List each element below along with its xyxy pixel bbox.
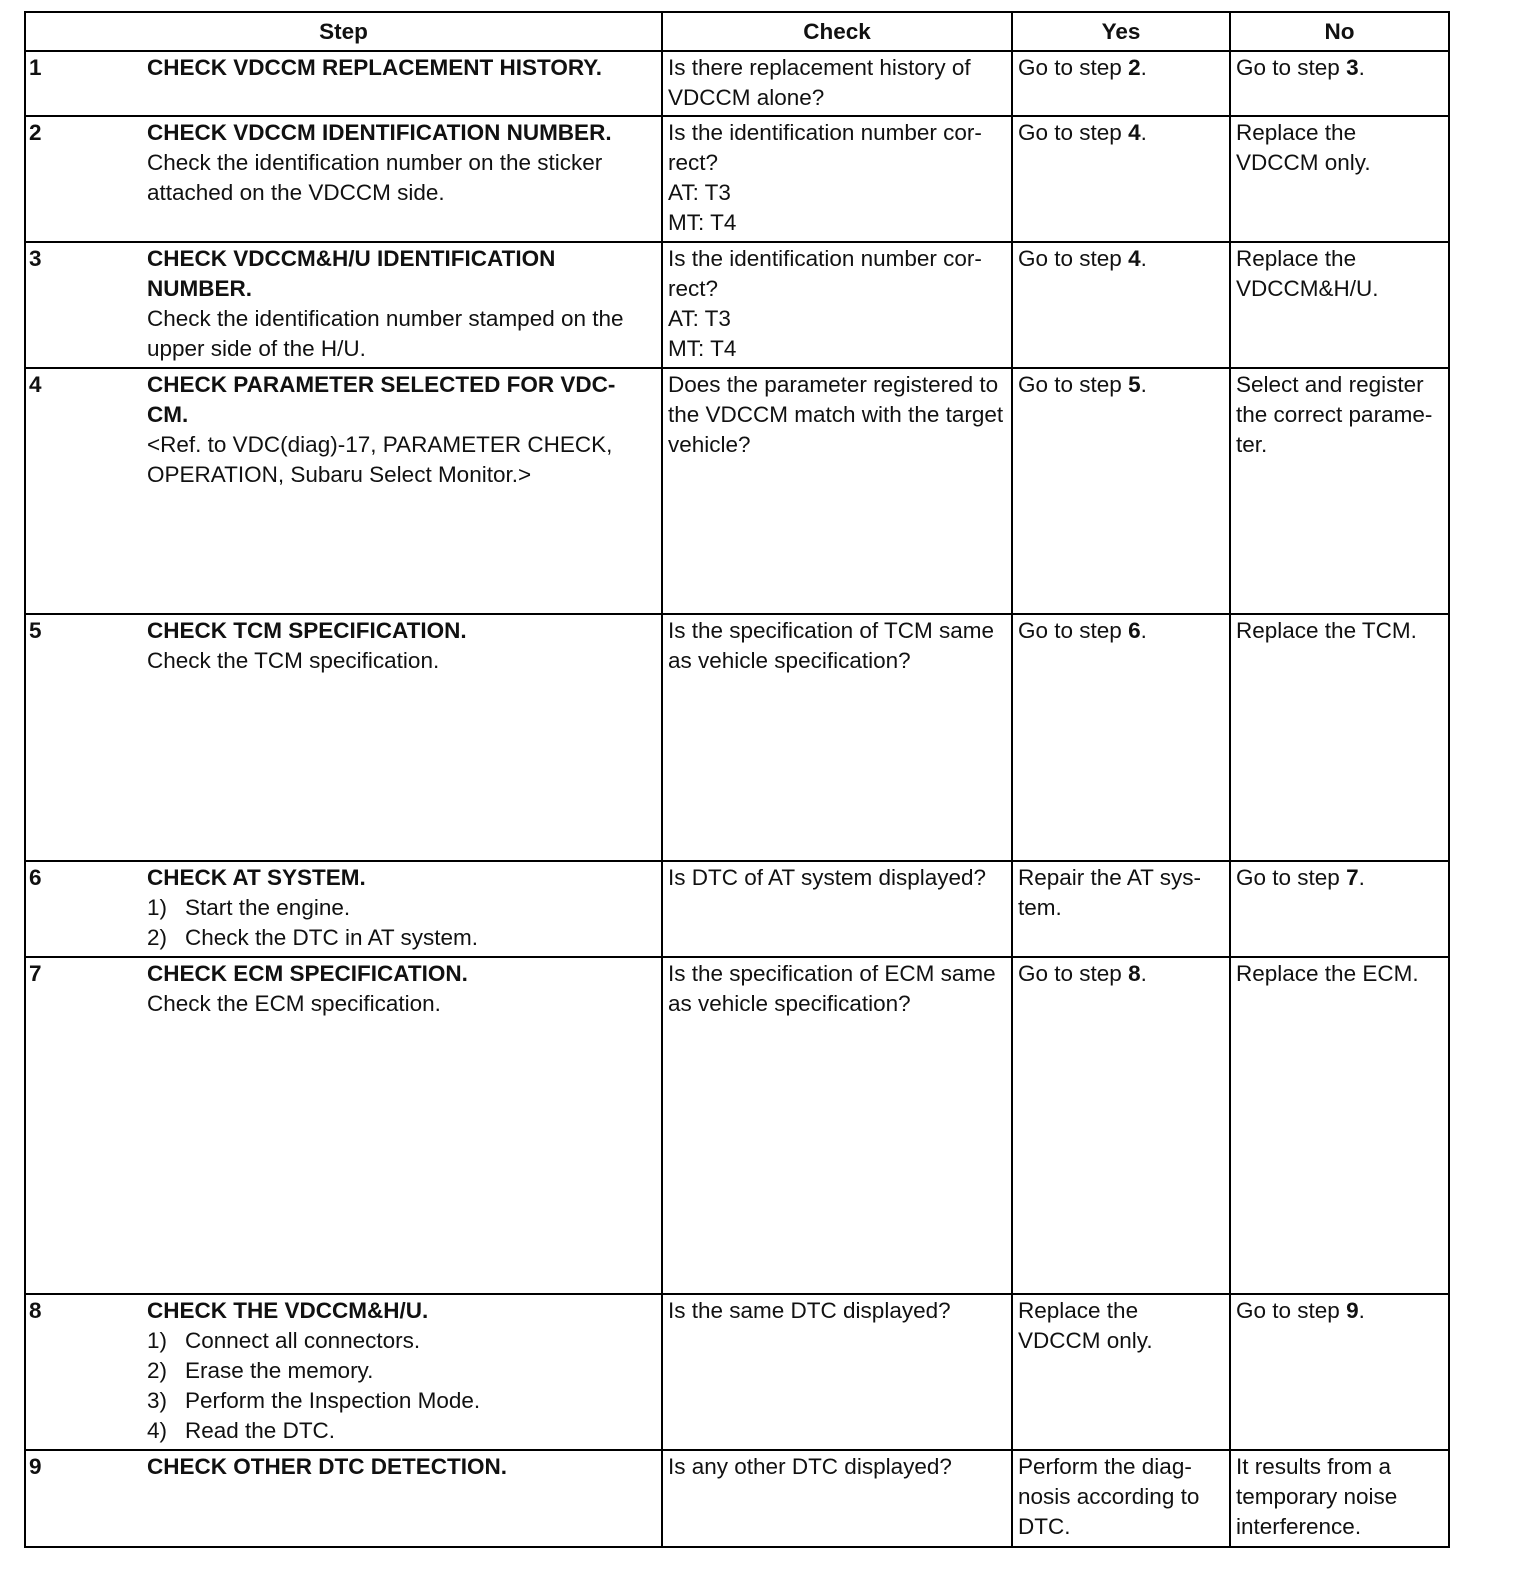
no-cell [1230,1450,1449,1547]
yes-step-reference: 2 [1128,55,1141,80]
step-instruction: Check the identification number on the sticker attached on the VDCCM side. [147,150,603,205]
no-action-text: Replace the ECM. [1236,961,1419,986]
check-text: Is there replacement history of VDCCM alone? [668,55,971,110]
diagnostic-procedure-table [24,11,1450,1548]
yes-action-text: Go to step [1018,961,1129,986]
yes-action-text: Repair the AT sys-tem. [1018,865,1201,920]
step-number: 3 [29,246,42,271]
table-row [25,1294,1449,1450]
check-cell [662,242,1012,368]
yes-step-reference: 4 [1128,120,1141,145]
yes-cell [1012,116,1230,242]
yes-action-suffix: . [1140,961,1147,986]
check-text: Is the specification of TCM same as vehicle specification? [668,618,994,673]
no-step-reference: 9 [1346,1298,1359,1323]
step-cell [25,1294,662,1450]
no-cell [1230,51,1449,116]
step-number: 8 [29,1298,42,1323]
check-cell [662,1450,1012,1547]
no-action-suffix: . [1358,865,1365,890]
header-no: No [1230,12,1449,51]
check-cell [662,614,1012,861]
table-row [25,51,1449,116]
no-cell [1230,242,1449,368]
check-text: Is the identification number cor-rect? [668,246,982,301]
substep-text: Read the DTC. [185,1418,336,1443]
no-cell [1230,614,1449,861]
yes-action-text: Replace the VDCCM only. [1018,1298,1153,1353]
substep-text: Start the engine. [185,895,351,920]
substep-number: 4) [147,1418,168,1443]
substep-number: 1) [147,1328,168,1353]
yes-step-reference: 8 [1128,961,1141,986]
yes-cell [1012,1450,1230,1547]
yes-cell [1012,1294,1230,1450]
check-text: Is DTC of AT system displayed? [668,865,987,890]
no-cell [1230,1294,1449,1450]
no-action-text: Go to step [1236,865,1347,890]
table-row [25,116,1449,242]
yes-action-suffix: . [1140,55,1147,80]
no-action-text: Replace the VDCCM only. [1236,120,1371,175]
header-step: Step [25,12,662,51]
header-yes: Yes [1012,12,1230,51]
table-header-row [25,12,1449,51]
step-number: 1 [29,55,42,80]
check-text: MT: T4 [668,210,737,235]
check-cell [662,957,1012,1294]
yes-cell [1012,51,1230,116]
step-number: 2 [29,120,42,145]
step-substep [147,1356,656,1386]
yes-step-reference: 6 [1128,618,1141,643]
check-text: Is the same DTC displayed? [668,1298,951,1323]
step-cell [25,242,662,368]
step-cell [25,861,662,957]
check-cell [662,368,1012,614]
step-title: CHECK VDCCM REPLACEMENT HISTORY. [147,55,603,80]
step-instruction: Check the ECM specification. [147,991,441,1016]
substep-text: Perform the Inspection Mode. [185,1388,481,1413]
step-cell [25,116,662,242]
yes-action-text: Perform the diag-nosis according to DTC. [1018,1454,1200,1539]
step-number: 9 [29,1454,42,1479]
step-number: 5 [29,618,42,643]
yes-action-text: Go to step [1018,372,1129,397]
step-cell [25,614,662,861]
yes-action-text: Go to step [1018,618,1129,643]
yes-action-suffix: . [1140,372,1147,397]
substep-number: 2) [147,925,168,950]
check-cell [662,51,1012,116]
no-cell [1230,116,1449,242]
step-number: 7 [29,961,42,986]
table-row [25,1450,1449,1547]
no-cell [1230,368,1449,614]
step-substep [147,1416,656,1446]
yes-cell [1012,957,1230,1294]
substep-text: Connect all connectors. [185,1328,421,1353]
check-text: MT: T4 [668,336,737,361]
step-substep [147,923,656,953]
substep-text: Check the DTC in AT system. [185,925,479,950]
step-cell [25,51,662,116]
yes-cell [1012,614,1230,861]
check-text: Does the parameter registered to the VDCCM match with the target vehicle? [668,372,1004,457]
check-text: AT: T3 [668,306,731,331]
step-number: 4 [29,372,42,397]
step-title: CHECK VDCCM&H/U IDENTIFICATION NUMBER. [147,246,556,301]
yes-action-suffix: . [1140,618,1147,643]
step-instruction: Check the TCM specification. [147,648,440,673]
table-row [25,614,1449,861]
yes-cell [1012,861,1230,957]
step-title: CHECK PARAMETER SELECTED FOR VDC-CM. [147,372,616,427]
check-cell [662,1294,1012,1450]
no-step-reference: 7 [1346,865,1359,890]
table-row [25,368,1449,614]
no-step-reference: 3 [1346,55,1359,80]
no-action-text: Select and register the correct parame-ter. [1236,372,1433,457]
step-title: CHECK OTHER DTC DETECTION. [147,1454,507,1479]
yes-action-suffix: . [1140,246,1147,271]
check-text: AT: T3 [668,180,731,205]
yes-action-text: Go to step [1018,55,1129,80]
step-title: CHECK THE VDCCM&H/U. [147,1298,429,1323]
no-action-suffix: . [1358,55,1365,80]
table-row [25,242,1449,368]
step-cell [25,1450,662,1547]
yes-action-text: Go to step [1018,246,1129,271]
yes-cell [1012,368,1230,614]
yes-action-suffix: . [1140,120,1147,145]
check-text: Is the identification number cor-rect? [668,120,982,175]
check-text: Is the specification of ECM same as vehicle specification? [668,961,996,1016]
step-title: CHECK TCM SPECIFICATION. [147,618,467,643]
step-instruction: <Ref. to VDC(diag)-17, PARAMETER CHECK, OPERATION, Subaru Select Monitor.> [147,432,613,487]
yes-step-reference: 5 [1128,372,1141,397]
no-action-text: Go to step [1236,1298,1347,1323]
check-text: Is any other DTC displayed? [668,1454,952,1479]
substep-number: 1) [147,895,168,920]
step-cell [25,368,662,614]
table-row [25,861,1449,957]
no-action-text: It results from a temporary noise interference. [1236,1454,1398,1539]
step-number: 6 [29,865,42,890]
step-substep [147,893,656,923]
step-cell [25,957,662,1294]
no-action-suffix: . [1358,1298,1365,1323]
yes-cell [1012,242,1230,368]
check-cell [662,116,1012,242]
no-action-text: Replace the VDCCM&H/U. [1236,246,1379,301]
step-title: CHECK ECM SPECIFICATION. [147,961,468,986]
step-substep [147,1386,656,1416]
no-cell [1230,957,1449,1294]
no-cell [1230,861,1449,957]
yes-step-reference: 4 [1128,246,1141,271]
step-instruction: Check the identification number stamped on the upper side of the H/U. [147,306,624,361]
substep-text: Erase the memory. [185,1358,374,1383]
step-title: CHECK VDCCM IDENTIFICATION NUMBER. [147,120,612,145]
step-title: CHECK AT SYSTEM. [147,865,366,890]
header-check: Check [662,12,1012,51]
substep-number: 3) [147,1388,168,1413]
substep-number: 2) [147,1358,168,1383]
table-row [25,957,1449,1294]
step-substep [147,1326,656,1356]
no-action-text: Replace the TCM. [1236,618,1417,643]
yes-action-text: Go to step [1018,120,1129,145]
no-action-text: Go to step [1236,55,1347,80]
check-cell [662,861,1012,957]
table-body [25,51,1449,1547]
